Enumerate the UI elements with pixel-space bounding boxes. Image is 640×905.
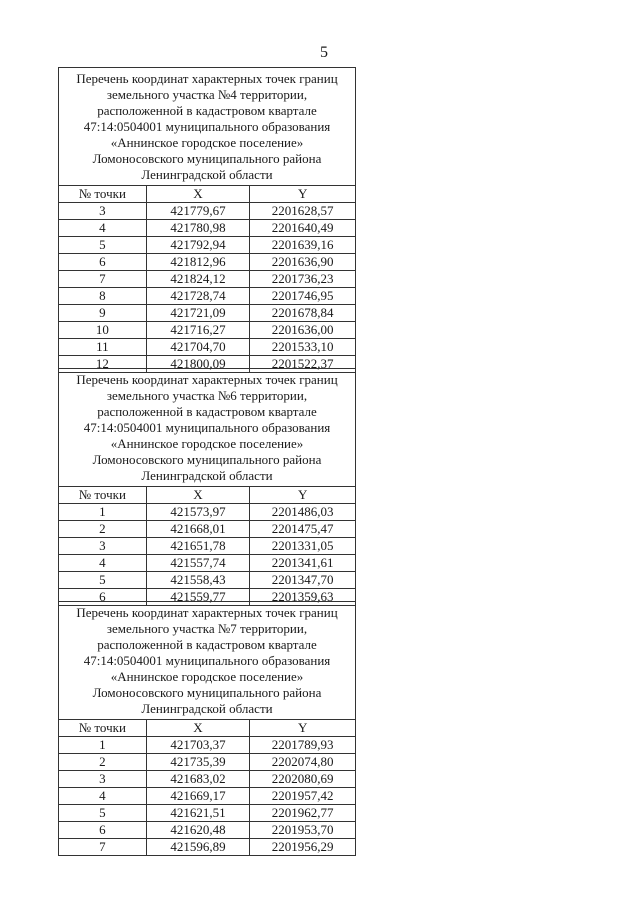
y-coordinate-cell: 2201636,90 [250, 254, 356, 271]
column-header-y: Y [250, 720, 356, 737]
table-title-line: Перечень координат характерных точек границ [76, 605, 338, 620]
point-number-cell: 10 [59, 322, 147, 339]
x-coordinate-cell: 421559,77 [146, 589, 250, 606]
x-coordinate-cell: 421792,94 [146, 237, 250, 254]
point-number-cell: 1 [59, 737, 147, 754]
x-coordinate-cell: 421669,17 [146, 788, 250, 805]
y-coordinate-cell: 2201486,03 [250, 504, 356, 521]
table-body [59, 504, 356, 606]
y-coordinate-cell: 2202080,69 [250, 771, 356, 788]
y-coordinate-cell: 2201359,63 [250, 589, 356, 606]
table-title-line: «Аннинское городское поселение» [110, 669, 304, 684]
y-coordinate-cell: 2201640,49 [250, 220, 356, 237]
table-row [59, 737, 356, 754]
table-title-line: 47:14:0504001 муниципального образования [83, 420, 331, 435]
x-coordinate-cell: 421621,51 [146, 805, 250, 822]
table-title-line: Ленинградской области [141, 468, 273, 483]
x-coordinate-cell: 421800,09 [146, 356, 250, 373]
point-number-cell: 4 [59, 555, 147, 572]
table-title-line: Перечень координат характерных точек границ [76, 71, 338, 86]
column-header-x: X [146, 186, 250, 203]
column-header-point: № точки [59, 720, 147, 737]
y-coordinate-cell: 2201347,70 [250, 572, 356, 589]
y-coordinate-cell: 2201736,23 [250, 271, 356, 288]
point-number-cell: 2 [59, 754, 147, 771]
point-number-cell: 9 [59, 305, 147, 322]
column-header-point: № точки [59, 186, 147, 203]
table-row [59, 254, 356, 271]
table-title-line: Ломоносовского муниципального района [92, 685, 322, 700]
y-coordinate-cell: 2201475,47 [250, 521, 356, 538]
table-row [59, 822, 356, 839]
column-header-point: № точки [59, 487, 147, 504]
point-number-cell: 8 [59, 288, 147, 305]
table-row [59, 504, 356, 521]
table-title-line: 47:14:0504001 муниципального образования [83, 119, 331, 134]
table-title [59, 369, 356, 487]
table-body [59, 203, 356, 373]
coordinates-table-plot-7 [58, 601, 356, 856]
x-coordinate-cell: 421704,70 [146, 339, 250, 356]
table-title-line: Ленинградской области [141, 701, 273, 716]
point-number-cell: 6 [59, 822, 147, 839]
point-number-cell: 5 [59, 805, 147, 822]
y-coordinate-cell: 2201962,77 [250, 805, 356, 822]
table-title-line: «Аннинское городское поселение» [110, 135, 304, 150]
y-coordinate-cell: 2201957,42 [250, 788, 356, 805]
table-title-line: расположенной в кадастровом квартале [97, 103, 317, 118]
table-row [59, 521, 356, 538]
column-header-y: Y [250, 487, 356, 504]
x-coordinate-cell: 421824,12 [146, 271, 250, 288]
x-coordinate-cell: 421780,98 [146, 220, 250, 237]
table-row [59, 805, 356, 822]
point-number-cell: 2 [59, 521, 147, 538]
x-coordinate-cell: 421651,78 [146, 538, 250, 555]
table-title-line: земельного участка №6 территории, [106, 388, 308, 403]
table-title-line: «Аннинское городское поселение» [110, 436, 304, 451]
table-row [59, 339, 356, 356]
x-coordinate-cell: 421779,67 [146, 203, 250, 220]
coordinates-table-plot-4 [58, 67, 356, 373]
point-number-cell: 1 [59, 504, 147, 521]
x-coordinate-cell: 421573,97 [146, 504, 250, 521]
table-row [59, 237, 356, 254]
x-coordinate-cell: 421703,37 [146, 737, 250, 754]
point-number-cell: 3 [59, 538, 147, 555]
point-number-cell: 5 [59, 237, 147, 254]
y-coordinate-cell: 2201331,05 [250, 538, 356, 555]
x-coordinate-cell: 421558,43 [146, 572, 250, 589]
page-number: 5 [320, 44, 328, 61]
table-row [59, 754, 356, 771]
table-row [59, 788, 356, 805]
table-row [59, 220, 356, 237]
y-coordinate-cell: 2201678,84 [250, 305, 356, 322]
table-row [59, 839, 356, 856]
x-coordinate-cell: 421596,89 [146, 839, 250, 856]
point-number-cell: 5 [59, 572, 147, 589]
table-title-line: расположенной в кадастровом квартале [97, 404, 317, 419]
y-coordinate-cell: 2201746,95 [250, 288, 356, 305]
table-row [59, 288, 356, 305]
x-coordinate-cell: 421668,01 [146, 521, 250, 538]
table-row [59, 203, 356, 220]
point-number-cell: 6 [59, 589, 147, 606]
column-header-x: X [146, 720, 250, 737]
table-body [59, 737, 356, 856]
y-coordinate-cell: 2202074,80 [250, 754, 356, 771]
point-number-cell: 3 [59, 203, 147, 220]
table-title-line: Ленинградской области [141, 167, 273, 182]
table-title-line: земельного участка №4 территории, [106, 87, 308, 102]
point-number-cell: 7 [59, 839, 147, 856]
x-coordinate-cell: 421557,74 [146, 555, 250, 572]
table-row [59, 305, 356, 322]
y-coordinate-cell: 2201522,37 [250, 356, 356, 373]
table-row [59, 538, 356, 555]
column-header-y: Y [250, 186, 356, 203]
table-row [59, 572, 356, 589]
y-coordinate-cell: 2201636,00 [250, 322, 356, 339]
y-coordinate-cell: 2201628,57 [250, 203, 356, 220]
table-title-line: 47:14:0504001 муниципального образования [83, 653, 331, 668]
table-title-line: Ломоносовского муниципального района [92, 452, 322, 467]
x-coordinate-cell: 421721,09 [146, 305, 250, 322]
table-title-line: Ломоносовского муниципального района [92, 151, 322, 166]
y-coordinate-cell: 2201533,10 [250, 339, 356, 356]
table-title [59, 68, 356, 186]
point-number-cell: 6 [59, 254, 147, 271]
point-number-cell: 7 [59, 271, 147, 288]
x-coordinate-cell: 421716,27 [146, 322, 250, 339]
table-row [59, 771, 356, 788]
point-number-cell: 11 [59, 339, 147, 356]
y-coordinate-cell: 2201956,29 [250, 839, 356, 856]
y-coordinate-cell: 2201789,93 [250, 737, 356, 754]
table-row [59, 555, 356, 572]
x-coordinate-cell: 421620,48 [146, 822, 250, 839]
table-title-line: расположенной в кадастровом квартале [97, 637, 317, 652]
point-number-cell: 3 [59, 771, 147, 788]
point-number-cell: 4 [59, 220, 147, 237]
point-number-cell: 4 [59, 788, 147, 805]
point-number-cell: 12 [59, 356, 147, 373]
y-coordinate-cell: 2201341,61 [250, 555, 356, 572]
table-title-line: Перечень координат характерных точек границ [76, 372, 338, 387]
y-coordinate-cell: 2201639,16 [250, 237, 356, 254]
column-header-x: X [146, 487, 250, 504]
table-title-line: земельного участка №7 территории, [106, 621, 308, 636]
coordinates-table-plot-6 [58, 368, 356, 606]
x-coordinate-cell: 421683,02 [146, 771, 250, 788]
table-row [59, 322, 356, 339]
x-coordinate-cell: 421812,96 [146, 254, 250, 271]
x-coordinate-cell: 421735,39 [146, 754, 250, 771]
x-coordinate-cell: 421728,74 [146, 288, 250, 305]
table-title [59, 602, 356, 720]
y-coordinate-cell: 2201953,70 [250, 822, 356, 839]
table-row [59, 271, 356, 288]
